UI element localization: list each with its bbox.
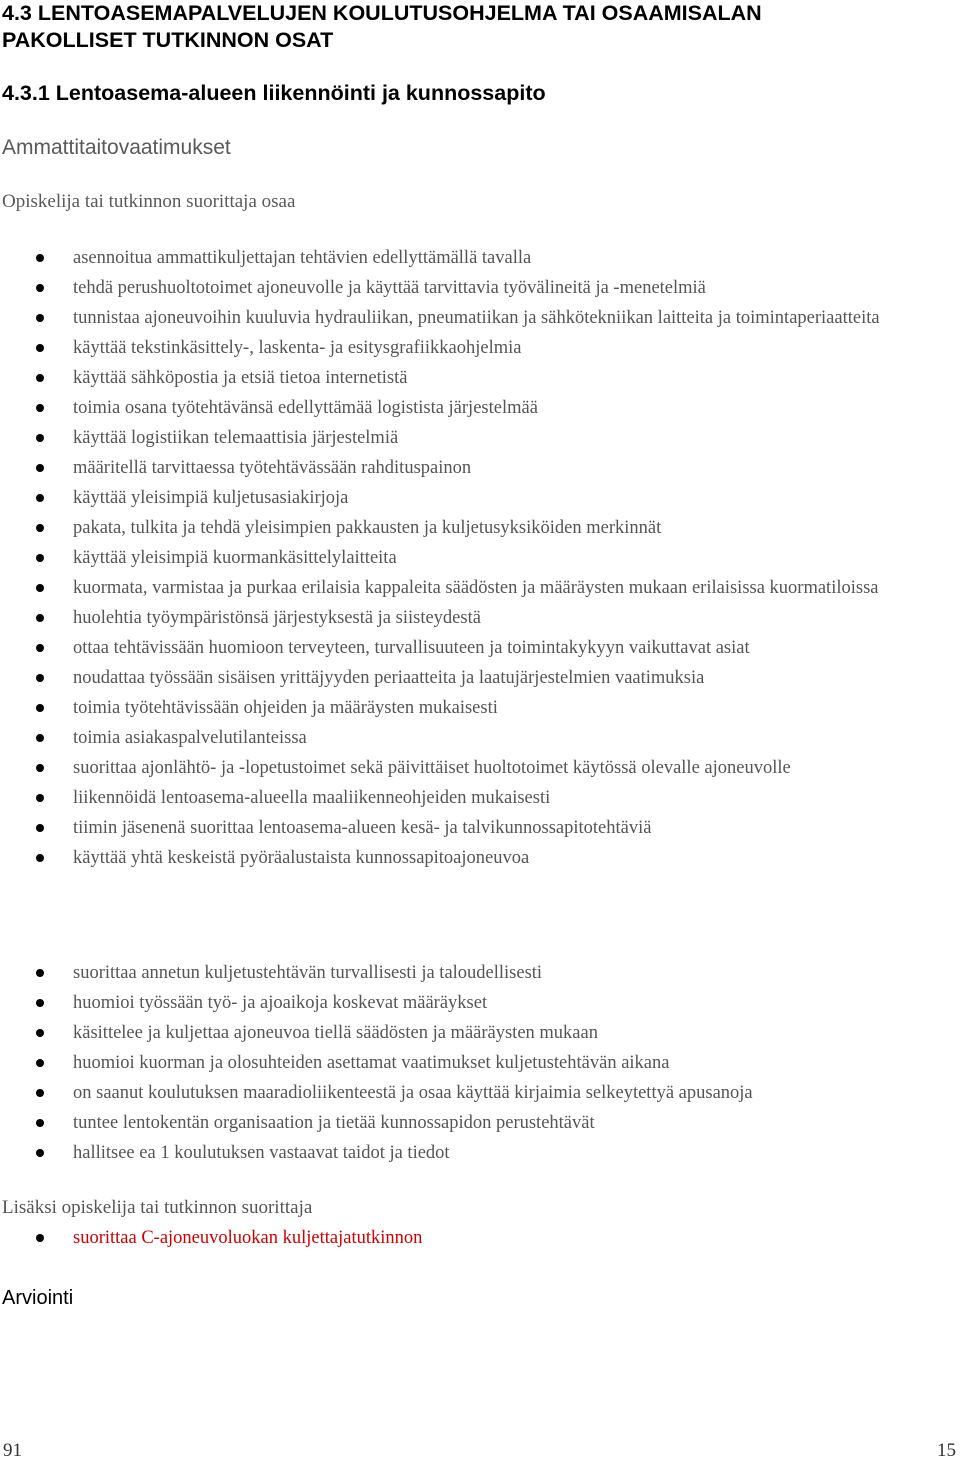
list-item — [0, 1224, 960, 1252]
list-item-text: suorittaa C-ajoneuvoluokan kuljettajatutkinnon — [73, 1228, 423, 1248]
bullet-icon — [36, 674, 44, 682]
list-item-text: huolehtia työympäristönsä järjestyksestä ja siisteydestä — [73, 608, 481, 628]
list-item-text: toimia työtehtävissään ohjeiden ja määräysten mukaisesti — [73, 698, 498, 718]
list-item-text: kuormata, varmistaa ja purkaa erilaisia kappaleita säädösten ja määräysten mukaan erilaisissa kuormatiloissa — [73, 578, 879, 598]
list-item — [0, 454, 960, 482]
bullet-icon — [36, 374, 44, 382]
bullet-icon — [36, 644, 44, 652]
bullet-icon — [36, 969, 44, 977]
list-item — [0, 634, 960, 662]
bullet-icon — [36, 764, 44, 772]
bullet-icon — [36, 854, 44, 862]
list-item-text: käyttää sähköpostia ja etsiä tietoa internetistä — [73, 368, 408, 388]
bullet-icon — [36, 1089, 44, 1097]
list-item — [0, 574, 949, 602]
list-item-text: määritellä tarvittaessa työtehtävässään rahdituspainon — [73, 458, 472, 478]
list-item — [0, 784, 960, 812]
list-item-text: noudattaa työssään sisäisen yrittäjyyden periaatteita ja laatujärjestelmien vaatimuksia — [73, 668, 705, 688]
list-item-text: suorittaa annetun kuljetustehtävän turvallisesti ja taloudellisesti — [73, 963, 543, 983]
list-item-text: tunnistaa ajoneuvoihin kuuluvia hydrauliikan, pneumatiikan ja sähkötekniikan laitteita ja toimintaperiaatteita — [73, 308, 880, 328]
list-item-text: käyttää yleisimpiä kuormankäsittelylaitteita — [73, 548, 397, 568]
list-item — [0, 1049, 960, 1077]
list-item — [0, 1079, 960, 1107]
list-item — [0, 754, 960, 782]
requirements-list — [0, 244, 960, 874]
list-item-text: hallitsee ea 1 koulutuksen vastaavat taidot ja tiedot — [73, 1143, 450, 1163]
list-item — [0, 1109, 960, 1137]
list-item-text: tiimin jäsenenä suorittaa lentoasema-alueen kesä- ja talvikunnossapitotehtäviä — [73, 818, 652, 838]
list-item-text: asennoitua ammattikuljettajan tehtävien edellyttämällä tavalla — [73, 248, 532, 268]
bullet-icon — [36, 524, 44, 532]
list-item — [0, 694, 960, 722]
list-item — [0, 244, 960, 272]
bullet-icon — [36, 554, 44, 562]
list-item — [0, 304, 949, 332]
section-title: 4.3.1 Lentoasema-alueen liikennöinti ja kunnossapito — [2, 81, 546, 105]
list-item — [0, 544, 960, 572]
list-item — [0, 394, 960, 422]
list-item-text: käyttää tekstinkäsittely-, laskenta- ja esitysgrafiikkaohjelmia — [73, 338, 522, 358]
list-item-text: tuntee lentokentän organisaation ja tietää kunnossapidon perustehtävät — [73, 1113, 595, 1133]
list-item — [0, 514, 960, 542]
list-item — [0, 334, 960, 362]
list-item-text: ottaa tehtävissään huomioon terveyteen, turvallisuuteen ja toimintakykyyn vaikuttavat asiat — [73, 638, 750, 658]
heading-line-2: PAKOLLISET TUTKINNON OSAT — [2, 28, 334, 52]
bullet-icon — [36, 999, 44, 1007]
bullet-icon — [36, 614, 44, 622]
list-item — [0, 1139, 960, 1167]
bullet-icon — [36, 584, 44, 592]
list-item — [0, 814, 960, 842]
bullet-icon — [36, 1059, 44, 1067]
extra-requirements-list — [0, 1224, 960, 1254]
list-item — [0, 959, 960, 987]
requirements-list-2 — [0, 959, 960, 1169]
list-item-text: liikennöidä lentoasema-alueella maaliikenneohjeiden mukaisesti — [73, 788, 551, 808]
bullet-icon — [36, 314, 44, 322]
list-item — [0, 274, 960, 302]
list-item-text: käsittelee ja kuljettaa ajoneuvoa tiellä säädösten ja määräysten mukaan — [73, 1023, 598, 1043]
bullet-icon — [36, 344, 44, 352]
list-item — [0, 484, 960, 512]
list-item-text: huomioi työssään työ- ja ajoaikoja koskevat määräykset — [73, 993, 488, 1013]
list-item — [0, 989, 960, 1017]
heading-line-1: 4.3 LENTOASEMAPALVELUJEN KOULUTUSOHJELMA TAI OSAAMISALAN — [2, 1, 762, 25]
list-item-text: käyttää yleisimpiä kuljetusasiakirjoja — [73, 488, 349, 508]
list-item — [0, 724, 960, 752]
bullet-icon — [36, 734, 44, 742]
bullet-icon — [36, 1234, 44, 1242]
page-number-right: 15 — [937, 1440, 956, 1461]
list-item-text: käyttää logistiikan telemaattisia järjestelmiä — [73, 428, 399, 448]
bullet-icon — [36, 284, 44, 292]
bullet-icon — [36, 704, 44, 712]
list-item-text: käyttää yhtä keskeistä pyöräalustaista kunnossapitoajoneuvoa — [73, 848, 530, 868]
assessment-heading: Arviointi — [2, 1287, 74, 1309]
bullet-icon — [36, 794, 44, 802]
page-number-left: 91 — [3, 1440, 22, 1461]
bullet-icon — [36, 1149, 44, 1157]
list-item-text: toimia asiakaspalvelutilanteissa — [73, 728, 307, 748]
bullet-icon — [36, 464, 44, 472]
list-item — [0, 1019, 960, 1047]
extra-intro: Lisäksi opiskelija tai tutkinnon suorittaja — [2, 1197, 313, 1218]
intro-text: Opiskelija tai tutkinnon suorittaja osaa — [2, 191, 296, 212]
bullet-icon — [36, 254, 44, 262]
list-item — [0, 424, 960, 452]
list-item — [0, 604, 960, 632]
list-item-text: toimia osana työtehtävänsä edellyttämää logistista järjestelmää — [73, 398, 538, 418]
list-item-text: huomioi kuorman ja olosuhteiden asettamat vaatimukset kuljetustehtävän aikana — [73, 1053, 670, 1073]
list-item-text: pakata, tulkita ja tehdä yleisimpien pakkausten ja kuljetusyksiköiden merkinnät — [73, 518, 662, 538]
list-item-text: suorittaa ajonlähtö- ja -lopetustoimet sekä päivittäiset huoltotoimet käytössä olevalle ajoneuvolle — [73, 758, 791, 778]
bullet-icon — [36, 1029, 44, 1037]
list-item-text: on saanut koulutuksen maaradioliikenteestä ja osaa käyttää kirjaimia selkeytettyä apusanoja — [73, 1083, 753, 1103]
bullet-icon — [36, 404, 44, 412]
bullet-icon — [36, 824, 44, 832]
list-item — [0, 364, 960, 392]
bullet-icon — [36, 434, 44, 442]
subheading: Ammattitaitovaatimukset — [2, 136, 231, 159]
list-item — [0, 664, 960, 692]
list-item-text: tehdä perushuoltotoimet ajoneuvolle ja käyttää tarvittavia työvälineitä ja -menetelmiä — [73, 278, 706, 298]
list-item — [0, 844, 960, 872]
bullet-icon — [36, 1119, 44, 1127]
bullet-icon — [36, 494, 44, 502]
